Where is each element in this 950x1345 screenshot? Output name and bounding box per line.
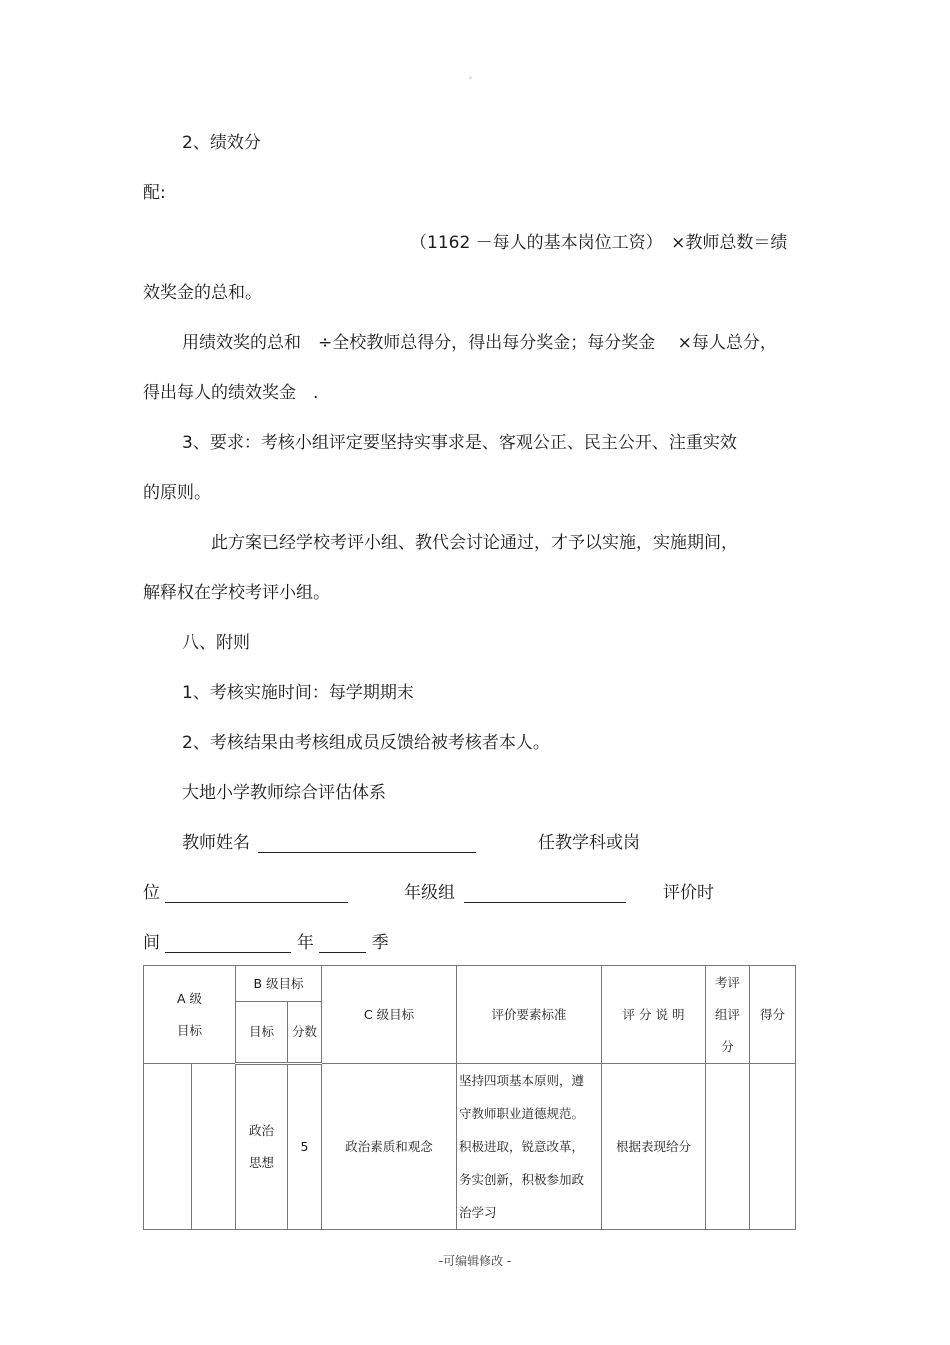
b-target-cell [236,1064,288,1230]
teacher-name-label: 教师姓名 [182,833,250,853]
criteria-line: 积极进取，锐意改革， [459,1139,585,1154]
time-label: 间 [143,933,160,953]
para-line: 的原则。 [143,483,211,503]
panel-score-cell[interactable] [706,1064,750,1230]
para-line: 用绩效奖的总和 ÷全校教师总得分，得出每分奖金；每分奖金 ×每人总分， [182,333,777,353]
criteria-cell [457,1064,602,1230]
teacher-name-blank[interactable] [258,836,476,853]
position-label: 位 [143,883,160,903]
grade-label: 年级组 [404,883,455,903]
para-line: 2、考核结果由考核组成员反馈给被考核者本人。 [182,733,550,753]
criteria-line: 治学习 [459,1205,497,1220]
section-performance: 2、绩效分 [182,133,261,153]
criteria-line: 务实创新，积极参加政 [459,1172,585,1187]
score-cell[interactable] [750,1064,796,1230]
year-blank[interactable] [319,936,366,953]
para-line: 解释权在学校考评小组。 [143,583,330,603]
score-header: 得分 [750,966,796,1064]
season-label: 季 [371,933,389,953]
b-level-header: B 级目标 [236,966,322,1002]
a-level-label: A 级 [176,990,203,1006]
para-line: 效奖金的总和。 [143,283,262,303]
c-level-header: C 级目标 [322,966,457,1064]
panel-line: 分 [721,1038,734,1054]
target-line: 思想 [248,1155,274,1170]
footer-note: -可编辑修改 - [438,1254,512,1268]
c-goal-cell: 政治素质和观念 [322,1064,457,1230]
a-level-header [144,966,236,1064]
section-appendix: 八、附则 [182,633,250,653]
eval-label: 评价时 [663,883,714,903]
a-target-label: 目标 [176,1022,202,1038]
teacher-name-field [182,833,476,853]
para-line: 配: [143,183,166,203]
year-label: 年 [296,933,314,953]
b-score-cell: 5 [288,1064,322,1230]
header-mark: 。 [469,71,477,80]
position-blank[interactable] [165,886,348,903]
formula-line: （1162 －每人的基本岗位工资） ×教师总数＝绩 [410,233,788,253]
criteria-line: 守教师职业道德规范。 [459,1106,585,1121]
time-blank[interactable] [165,936,291,953]
a-level-cell[interactable] [144,1064,192,1230]
subject-label: 任教学科或岗 [538,833,640,853]
scoring-header: 评 分 说 明 [602,966,706,1064]
b-score-header: 分数 [288,1002,322,1064]
position-field [143,883,348,903]
evaluation-table [143,965,796,1230]
scoring-cell: 根据表现给分 [602,1064,706,1230]
target-line: 政治 [248,1123,274,1138]
panel-line: 考评 [714,974,740,990]
para-line: 得出每人的绩效奖金 . [143,383,319,403]
table-row [144,1064,796,1230]
criteria-header: 评价要素标准 [457,966,602,1064]
panel-line: 组评 [714,1006,740,1022]
time-field [143,933,389,953]
para-line: 1、考核实施时间：每学期期末 [182,683,414,703]
a-target-cell[interactable] [192,1064,236,1230]
para-line: 此方案已经学校考评小组、教代会讨论通过，才予以实施，实施期间， [211,533,738,553]
criteria-line: 坚持四项基本原则，遵 [459,1073,585,1088]
grade-blank[interactable] [464,886,626,903]
b-target-header: 目标 [236,1002,288,1064]
grade-field [404,883,626,903]
document-title: 大地小学教师综合评估体系 [182,783,386,803]
section-requirements: 3、要求：考核小组评定要坚持实事求是、客观公正、民主公开、注重实效 [182,433,737,453]
panel-score-header [706,966,750,1064]
